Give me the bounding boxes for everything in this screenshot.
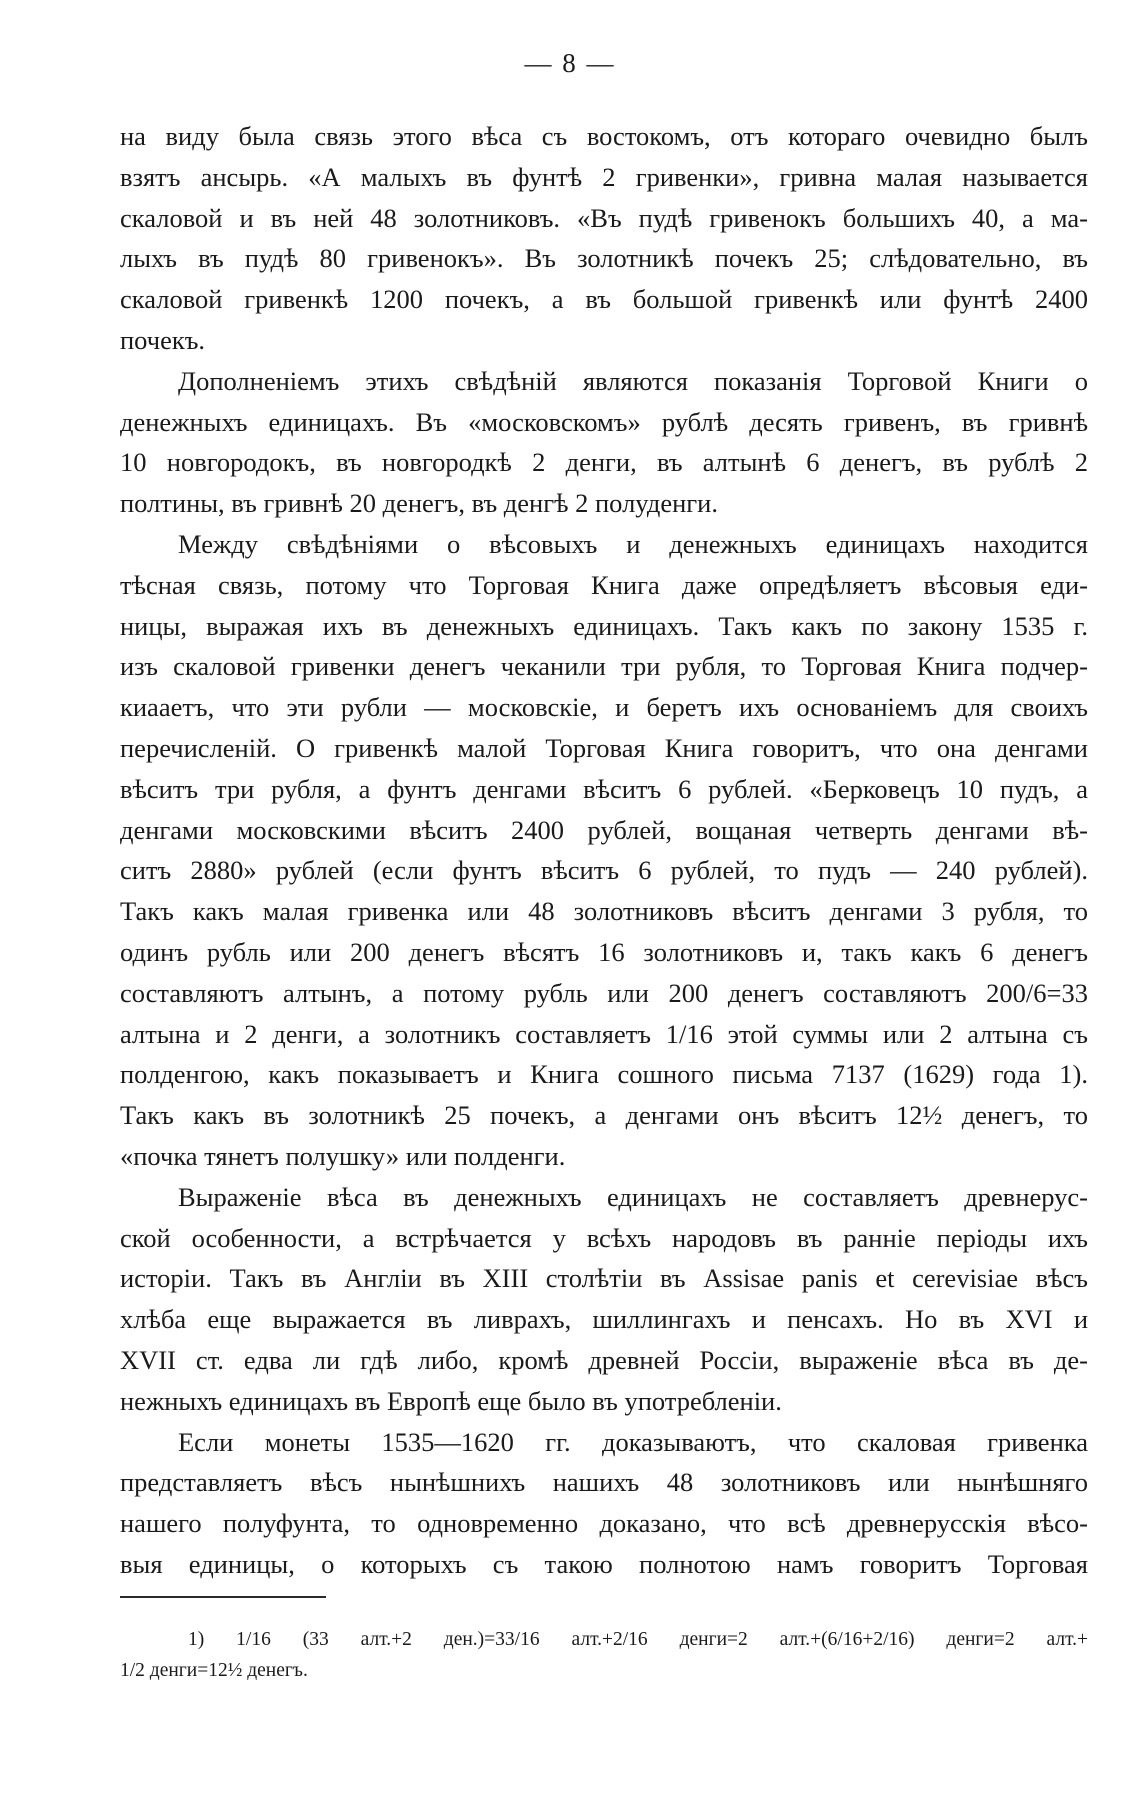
text-line: денгами московскими вѣситъ 2400 рублей, вощаная четверть денгами вѣ- bbox=[120, 814, 1088, 845]
main-text bbox=[120, 116, 1088, 1585]
text-line: вѣситъ три рубля, а фунтъ денгами вѣситъ 6 рублей. «Берковецъ 10 пудъ, а bbox=[120, 773, 1088, 804]
text-line: исторіи. Такъ въ Англіи въ XIII столѣтіи въ Assisae panis et cerevisiae вѣсъ bbox=[120, 1263, 1088, 1294]
footnote-line: 1/2 денги=12½ денегъ. bbox=[120, 1660, 308, 1681]
text-line: ситъ 2880» рублей (если фунтъ вѣситъ 6 рублей, то пудъ — 240 рублей). bbox=[120, 855, 1088, 886]
text-line: XVII ст. едва ли гдѣ либо, кромѣ древней Россіи, выраженіе вѣса въ де- bbox=[120, 1344, 1088, 1375]
text-line: скаловой гривенкѣ 1200 почекъ, а въ большой гривенкѣ или фунтѣ 2400 bbox=[120, 284, 1088, 315]
text-line: «почка тянетъ полушку» или полденги. bbox=[120, 1140, 566, 1171]
text-line: почекъ. bbox=[120, 324, 206, 355]
text-line: скаловой и въ ней 48 золотниковъ. «Въ пудѣ гривенокъ большихъ 40, а ма- bbox=[120, 202, 1088, 233]
text-line: на виду была связь этого вѣса съ востокомъ, отъ котораго очевидно былъ bbox=[120, 121, 1088, 151]
text-line: Между свѣдѣніями о вѣсовыхъ и денежныхъ единицахъ находится bbox=[178, 528, 1088, 559]
text-line: изъ скаловой гривенки денегъ чеканили три рубля, то Торговая Книга подчер- bbox=[120, 651, 1088, 682]
text-line: Такъ какъ въ золотникѣ 25 почекъ, а денгами онъ вѣситъ 12½ денегъ, то bbox=[120, 1100, 1088, 1131]
text-line: алтына и 2 денги, а золотникъ составляетъ 1/16 этой суммы или 2 алтына съ bbox=[120, 1018, 1088, 1049]
paragraph-3 bbox=[120, 524, 1088, 1177]
paragraph-4 bbox=[120, 1177, 1088, 1422]
text-line: лыхъ въ пудѣ 80 гривенокъ». Въ золотникѣ почекъ 25; слѣдовательно, въ bbox=[120, 243, 1088, 274]
text-line: выя единицы, о которыхъ съ такою полнотою намъ говоритъ Торговая bbox=[120, 1548, 1088, 1579]
paragraph-5 bbox=[120, 1422, 1088, 1585]
text-line: хлѣба еще выражается въ ливрахъ, шиллингахъ и пенсахъ. Но въ XVI и bbox=[120, 1304, 1088, 1335]
text-line: одинъ рубль или 200 денегъ вѣсятъ 16 золотниковъ и, такъ какъ 6 денегъ bbox=[120, 936, 1088, 967]
text-line: Дополненіемъ этихъ свѣдѣній являются показанія Торговой Книги о bbox=[178, 365, 1088, 396]
footnote bbox=[120, 1624, 1088, 1686]
paragraph-2 bbox=[120, 361, 1088, 524]
text-line: нежныхъ единицахъ въ Европѣ еще было въ употребленіи. bbox=[120, 1385, 782, 1416]
text-line: перечисленій. О гривенкѣ малой Торговая Книга говоритъ, что она денгами bbox=[120, 732, 1088, 763]
text-line: денежныхъ единицахъ. Въ «московскомъ» рублѣ десять гривенъ, въ гривнѣ bbox=[120, 406, 1088, 437]
text-line: Такъ какъ малая гривенка или 48 золотниковъ вѣситъ денгами 3 рубля, то bbox=[120, 896, 1088, 927]
text-line: ницы, выражая ихъ въ денежныхъ единицахъ. Такъ какъ по закону 1535 г. bbox=[120, 610, 1088, 641]
text-line: ской особенности, а встрѣчается у всѣхъ народовъ въ ранніе періоды ихъ bbox=[120, 1222, 1088, 1253]
text-line: тѣсная связь, потому что Торговая Книга даже опредѣляетъ вѣсовыя еди- bbox=[120, 569, 1088, 600]
text-line: киааетъ, что эти рубли — московскіе, и беретъ ихъ основаніемъ для своихъ bbox=[120, 692, 1088, 723]
footnote-line: 1) 1/16 (33 алт.+2 ден.)=33/16 алт.+2/16 денги=2 алт.+(6/16+2/16) денги=2 алт.+ bbox=[188, 1629, 1088, 1650]
footnote-divider bbox=[120, 1596, 326, 1598]
text-line: полденгою, какъ показываетъ и Книга сошного письма 7137 (1629) года 1). bbox=[120, 1059, 1088, 1090]
text-line: нашего полуфунта, то одновременно доказано, что всѣ древнерусскія вѣсо- bbox=[120, 1508, 1088, 1539]
text-line: 10 новгородокъ, въ новгородкѣ 2 денги, въ алтынѣ 6 денегъ, въ рублѣ 2 bbox=[120, 447, 1088, 478]
text-line: Если монеты 1535—1620 гг. доказываютъ, что скаловая гривенка bbox=[178, 1426, 1088, 1457]
text-line: составляютъ алтынъ, а потому рубль или 200 денегъ составляютъ 200/6=33 bbox=[120, 977, 1088, 1008]
page-number: — 8 — bbox=[524, 48, 616, 78]
text-line: полтины, въ гривнѣ 20 денегъ, въ денгѣ 2 полуденги. bbox=[120, 488, 718, 519]
text-line: представляетъ вѣсъ нынѣшнихъ нашихъ 48 золотниковъ или нынѣшняго bbox=[120, 1467, 1088, 1498]
text-line: Выраженіе вѣса въ денежныхъ единицахъ не составляетъ древнерус- bbox=[178, 1181, 1088, 1212]
text-line: взятъ ансырь. «А малыхъ въ фунтѣ 2 гривенки», гривна малая называется bbox=[120, 161, 1088, 192]
paragraph-1 bbox=[120, 116, 1088, 361]
